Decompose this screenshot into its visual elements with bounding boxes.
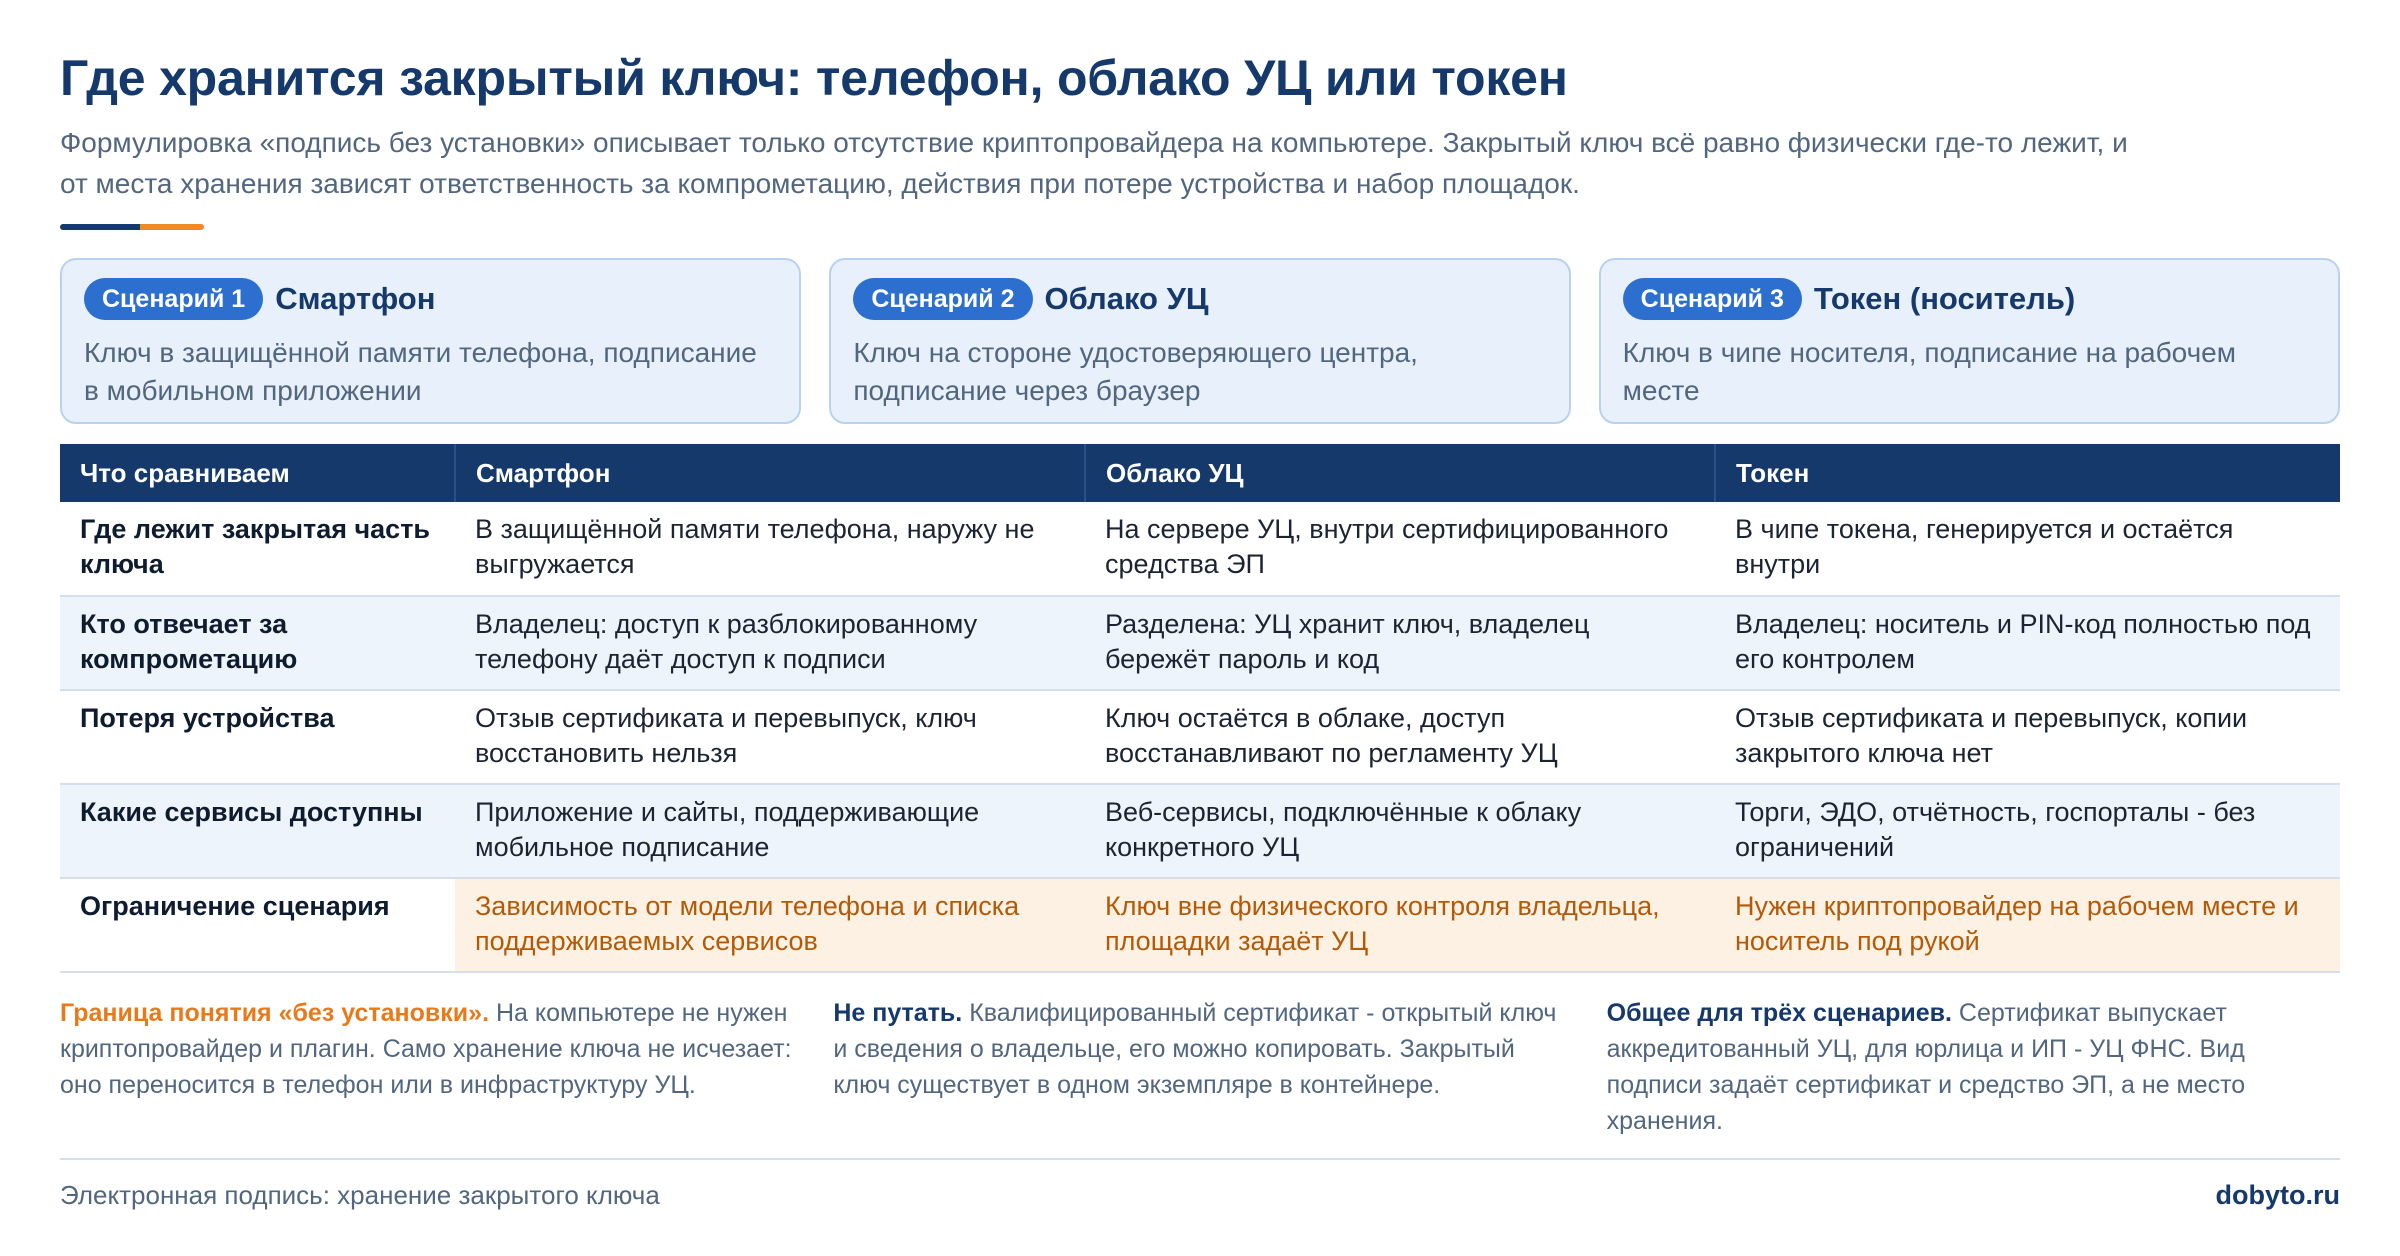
scenario-name: Токен (носитель)	[1813, 281, 2076, 316]
table-header-row	[60, 444, 2340, 502]
row-label: Потеря устройства	[60, 690, 455, 784]
note-text: Квалифицированный сертификат - открытый ключ и сведения о владельце, его можно копировать. Закрытый ключ существует в одном экземпляре в контейнере.	[833, 999, 1557, 1099]
note-lead: Общее для трёх сценариев.	[1606, 999, 1952, 1027]
note-lead: Граница понятия «без установки».	[60, 999, 490, 1027]
note-common	[1607, 995, 2340, 1139]
table-cell-warning: Нужен криптопровайдер на рабочем месте и носитель под рукой	[1715, 878, 2340, 972]
scenario-badge: Сценарий 2	[853, 278, 1032, 320]
table-cell: Ключ остаётся в облаке, доступ восстанавливают по регламенту УЦ	[1085, 690, 1715, 784]
scenario-description: Ключ в защищённой памяти телефона, подписание в мобильном приложении	[84, 337, 757, 406]
row-label: Ограничение сценария	[60, 878, 455, 972]
table-row-limitations	[60, 878, 2340, 972]
column-header: Смартфон	[455, 444, 1085, 502]
table-cell: На сервере УЦ, внутри сертифицированного средства ЭП	[1085, 502, 1715, 596]
note-text: На компьютере не нужен криптопровайдер и плагин. Само хранение ключа не исчезает: оно переносится в телефон или в инфраструктуру УЦ.	[60, 999, 792, 1099]
scenario-badge: Сценарий 1	[84, 278, 263, 320]
table-cell: Владелец: доступ к разблокированному телефону даёт доступ к подписи	[455, 596, 1085, 690]
page-footer	[60, 1158, 2340, 1211]
table-row	[60, 784, 2340, 878]
accent-divider-navy	[60, 224, 140, 230]
scenario-card-smartphone	[60, 258, 801, 424]
row-label: Кто отвечает за компрометацию	[60, 596, 455, 690]
note-boundary	[60, 995, 793, 1139]
column-header: Облако УЦ	[1085, 444, 1715, 502]
table-cell: Владелец: носитель и PIN-код полностью под его контролем	[1715, 596, 2340, 690]
scenario-card-token	[1599, 258, 2340, 424]
scenario-badge: Сценарий 3	[1623, 278, 1802, 320]
table-cell-warning: Зависимость от модели телефона и списка поддерживаемых сервисов	[455, 878, 1085, 972]
scenario-description: Ключ в чипе носителя, подписание на рабочем месте	[1622, 337, 2236, 406]
table-cell: Разделена: УЦ хранит ключ, владелец бережёт пароль и код	[1085, 596, 1715, 690]
table-cell: Отзыв сертификата и перевыпуск, ключ восстановить нельзя	[455, 690, 1085, 784]
scenario-card-cloud	[829, 258, 1570, 424]
table-cell: Приложение и сайты, поддерживающие мобильное подписание	[455, 784, 1085, 878]
accent-divider-orange	[140, 224, 204, 230]
table-cell: В защищённой памяти телефона, наружу не выгружается	[455, 502, 1085, 596]
row-label: Где лежит закрытая часть ключа	[60, 502, 455, 596]
note-lead: Не путать.	[833, 999, 963, 1027]
table-row	[60, 502, 2340, 596]
page-title: Где хранится закрытый ключ: телефон, облако УЦ или токен	[60, 50, 1568, 106]
page-subtitle: Формулировка «подпись без установки» описывает только отсутствие криптопровайдера на компьютере. Закрытый ключ всё равно физически где-то лежит, и от места хранения зависят ответственность за компрометацию, действия при потере устройства и набор площадок.	[60, 127, 2128, 199]
scenario-description: Ключ на стороне удостоверяющего центра, подписание через браузер	[853, 337, 1418, 406]
note-text: Сертификат выпускает аккредитованный УЦ, для юрлица и ИП - УЦ ФНС. Вид подписи задаёт сертификат и средство ЭП, а не место хранения.	[1606, 999, 2246, 1135]
row-label: Какие сервисы доступны	[60, 784, 455, 878]
note-dont-confuse	[833, 995, 1566, 1139]
table-cell: Отзыв сертификата и перевыпуск, копии закрытого ключа нет	[1715, 690, 2340, 784]
accent-divider	[60, 224, 2340, 230]
table-cell-warning: Ключ вне физического контроля владельца, площадки задаёт УЦ	[1085, 878, 1715, 972]
scenario-name: Облако УЦ	[1044, 281, 1209, 316]
table-row	[60, 596, 2340, 690]
footer-caption: Электронная подпись: хранение закрытого ключа	[60, 1180, 660, 1210]
footer-site-link[interactable]: dobyto.ru	[2215, 1180, 2340, 1210]
column-header: Что сравниваем	[60, 444, 455, 502]
table-cell: В чипе токена, генерируется и остаётся внутри	[1715, 502, 2340, 596]
table-cell: Веб-сервисы, подключённые к облаку конкретного УЦ	[1085, 784, 1715, 878]
comparison-table	[60, 444, 2340, 973]
table-row	[60, 690, 2340, 784]
scenario-name: Смартфон	[275, 281, 436, 316]
column-header: Токен	[1715, 444, 2340, 502]
table-cell: Торги, ЭДО, отчётность, госпорталы - без ограничений	[1715, 784, 2340, 878]
footnotes	[60, 995, 2340, 1139]
scenario-cards	[60, 258, 2340, 424]
